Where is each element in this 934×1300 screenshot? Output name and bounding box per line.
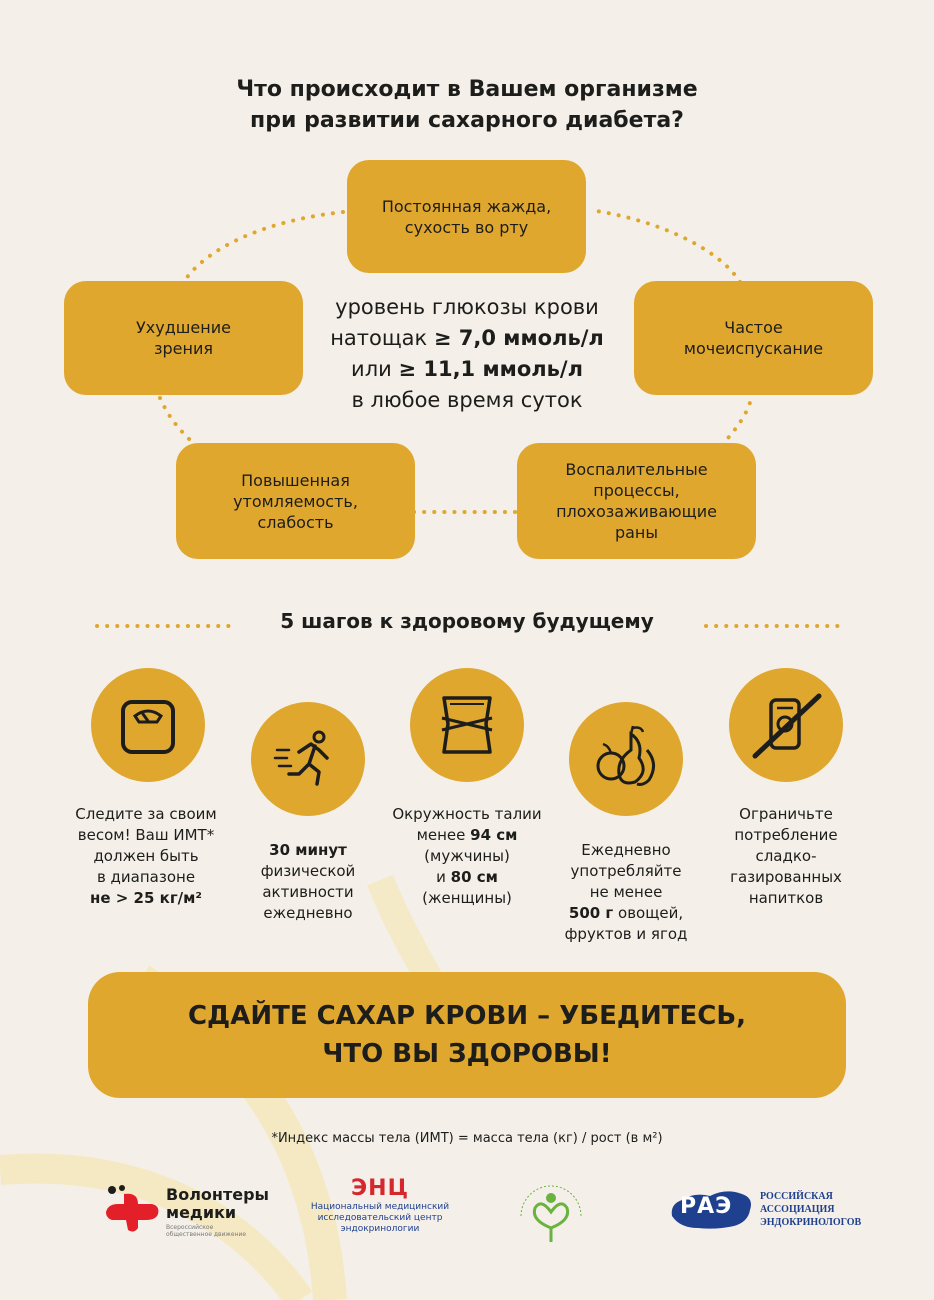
glucose-line-3-text: или [351, 357, 399, 381]
cta-line-1: СДАЙТЕ САХАР КРОВИ – УБЕДИТЕСЬ, [187, 1001, 747, 1031]
glucose-line-1: уровень глюкозы крови [335, 295, 599, 319]
scale-icon [91, 668, 205, 782]
step-weight-line: весом! Ваш ИМТ* [77, 826, 215, 844]
step-weight-line: Следите за своим [75, 805, 217, 823]
step-waist-line [367, 867, 567, 888]
symptom-fatigue [176, 443, 415, 559]
volunteers-cross-icon [104, 1184, 162, 1234]
symptom-vision [64, 281, 303, 395]
step-waist-line-text: и [436, 868, 451, 886]
volunteers-medics-logo [104, 1182, 294, 1242]
enc-logo [300, 1176, 460, 1246]
waist-men-value: 94 см [470, 826, 518, 844]
rae-logo-abbr: РАЭ [680, 1194, 733, 1219]
glucose-line-4: в любое время суток [351, 388, 583, 412]
symptom-inflammation [517, 443, 756, 559]
symptom-vision-line: зрения [154, 339, 213, 358]
step-weight-text [46, 804, 246, 909]
symptom-inflammation-line: раны [614, 523, 659, 542]
rae-logo-name-line: РОССИЙСКАЯ [760, 1191, 833, 1202]
symptom-thirst [347, 160, 586, 273]
rae-logo-name-line: АССОЦИАЦИЯ [760, 1204, 835, 1215]
step-weight-line: в диапазоне [96, 868, 196, 886]
symptom-inflammation-line: плохозаживающие [556, 502, 717, 521]
symptom-fatigue-line: слабость [257, 512, 334, 532]
step-fruits-line-text: овощей, [613, 904, 684, 922]
volunteers-logo-name-line: Волонтеры [166, 1185, 269, 1204]
step-soda-line: газированных [730, 868, 842, 886]
waist-measuring-tape-icon [410, 668, 524, 782]
no-soda-icon [729, 668, 843, 782]
symptom-thirst-line: сухость во рту [404, 217, 529, 237]
step-fruits-line [541, 903, 711, 924]
glucose-line-3 [292, 354, 642, 385]
enc-logo-name [300, 1202, 460, 1235]
step-fruits-line: Ежедневно [581, 841, 671, 859]
step-fruits-line: не менее [589, 883, 663, 901]
glucose-fasting-value: ≥ 7,0 ммоль/л [433, 326, 604, 350]
step-fruits-line: фруктов и ягод [564, 925, 688, 943]
glucose-line-2-text: натощак [330, 326, 434, 350]
symptom-fatigue-line: утомляемость, [233, 491, 358, 511]
symptom-urination-line: Частое [724, 318, 783, 337]
symptom-vision-line: Ухудшение [136, 318, 231, 337]
steps-title: 5 шагов к здоровому будущему [280, 609, 654, 633]
glucose-line-2 [292, 323, 642, 354]
volunteers-logo-name [166, 1186, 269, 1222]
volunteers-logo-subtitle-line: Всероссийское [166, 1224, 214, 1231]
title-line-1: Что происходит в Вашем организме [236, 77, 698, 102]
step-waist-line: (мужчины) [424, 847, 510, 865]
cta-line-2: ЧТО ВЫ ЗДОРОВЫ! [322, 1039, 612, 1069]
enc-logo-name-line: исследовательский центр [317, 1213, 443, 1223]
rae-logo-name-line: ЭНДОКРИНОЛОГОВ [760, 1217, 862, 1228]
step-activity-line: ежедневно [263, 904, 353, 922]
volunteers-logo-subtitle [166, 1224, 246, 1238]
step-activity-line: активности [262, 883, 354, 901]
step-activity-line: физической [260, 862, 356, 880]
step-fruits-text [541, 840, 711, 945]
symptom-thirst-line: Постоянная жажда, [381, 196, 552, 216]
step-waist-line: (женщины) [422, 889, 512, 907]
step-soda-line: потребление [734, 826, 838, 844]
symptom-inflammation-line: Воспалительные [565, 460, 708, 479]
volunteers-logo-subtitle-line: общественное движение [166, 1231, 247, 1238]
symptom-fatigue-line: Повышенная [241, 470, 350, 490]
enc-logo-abbr: ЭНЦ [351, 1176, 409, 1201]
glucose-random-value: ≥ 11,1 ммоль/л [398, 357, 583, 381]
enc-logo-name-line: Национальный медицинский [310, 1202, 450, 1212]
step-weight-line: должен быть [93, 847, 199, 865]
step-soda-line: напитков [748, 889, 824, 907]
step-waist-line [367, 825, 567, 846]
step-waist-line-text: менее [416, 826, 471, 844]
rae-logo [668, 1186, 878, 1234]
step-waist-text [367, 804, 567, 909]
step-fruits-line: употребляйте [570, 862, 682, 880]
waist-women-value: 80 см [450, 868, 498, 886]
symptom-inflammation-line: процессы, [593, 481, 680, 500]
bmi-footnote: *Индекс массы тела (ИМТ) = масса тела (кг) / рост (в м²) [271, 1131, 663, 1146]
bmi-limit-value: не > 25 кг/м² [90, 889, 202, 907]
step-soda-text [701, 804, 871, 909]
step-soda-line: сладко- [755, 847, 817, 865]
symptom-urination [634, 281, 873, 395]
volunteers-logo-name-line: медики [166, 1203, 237, 1222]
fruit-amount-value: 500 г [568, 904, 614, 922]
enc-logo-name-line: эндокринологии [340, 1224, 420, 1234]
activity-minutes-value: 30 минут [269, 841, 347, 859]
fruits-icon [569, 702, 683, 816]
cta-banner [88, 972, 846, 1098]
glucose-criteria [292, 292, 642, 416]
step-soda-line: Ограничьте [739, 805, 833, 823]
symptom-urination-line: мочеиспускание [683, 339, 824, 358]
running-person-icon [251, 702, 365, 816]
nmic-preventive-medicine-logo [505, 1168, 597, 1250]
rae-logo-name [760, 1190, 861, 1229]
step-waist-line: Окружность талии [392, 805, 542, 823]
page-title [0, 74, 934, 136]
title-line-2: при развитии сахарного диабета? [250, 108, 684, 133]
